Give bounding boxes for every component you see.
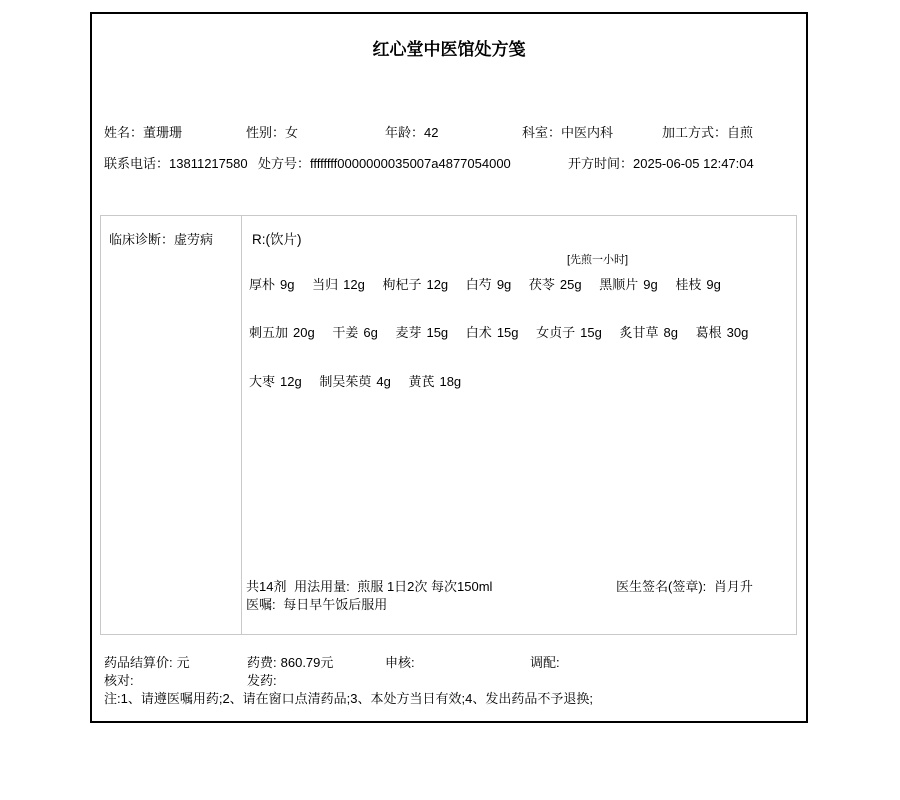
- field-patient-name: [104, 122, 182, 141]
- field-label: 发药:: [247, 673, 277, 688]
- advice-value: 每日早午饭后服用: [283, 597, 388, 612]
- field-value: 中医内科: [561, 125, 614, 140]
- field-label: 开方时间：: [568, 156, 634, 171]
- herb-name: 黄芪: [408, 374, 435, 389]
- herb-line-3: [249, 371, 475, 390]
- herb-name: 大枣: [249, 374, 276, 389]
- field-label: 调配:: [530, 655, 560, 670]
- prescription-sheet: [90, 12, 808, 723]
- herb-name: 白芍: [465, 277, 492, 292]
- herb-item: [466, 322, 519, 341]
- herb-item: [319, 371, 390, 390]
- field-value: 13811217580: [169, 156, 248, 171]
- rx-header: R:(饮片): [252, 232, 302, 247]
- herb-item: [332, 322, 377, 341]
- herb-item: [599, 274, 657, 293]
- herb-item: [382, 274, 448, 293]
- diagnosis-label: 临床诊断：: [109, 232, 175, 247]
- field-label: 科室：: [522, 125, 562, 140]
- field-settlement-price: [104, 652, 190, 671]
- field-medicine-fee: [247, 652, 333, 671]
- herb-dose: 15g: [580, 325, 602, 340]
- herb-item: [466, 274, 511, 293]
- field-label: 年龄：: [385, 125, 425, 140]
- herb-dose: 9g: [496, 277, 512, 292]
- herb-item: [408, 371, 461, 390]
- herb-name: 麦芽: [395, 325, 422, 340]
- herb-item: [395, 322, 448, 341]
- diagnosis-text: [109, 229, 213, 248]
- field-processing-method: [662, 122, 753, 141]
- pre-decoct-note: [先煎一小时]: [567, 254, 629, 266]
- herb-name: 枸杞子: [382, 277, 422, 292]
- herb-item: [249, 274, 294, 293]
- usage-value: 煎服 1日2次 每次150ml: [357, 579, 493, 594]
- medical-advice-line: [246, 594, 387, 613]
- herb-dose: 15g: [496, 325, 519, 340]
- field-value: 董珊珊: [143, 125, 183, 140]
- herb-item: [696, 322, 749, 341]
- herb-name: 制吴茱萸: [319, 374, 372, 389]
- field-label: 性别：: [246, 125, 286, 140]
- diagnosis-value: 虚劳病: [174, 232, 214, 247]
- doctor-signature: [616, 576, 753, 595]
- herb-name: 葛根: [695, 325, 722, 340]
- herb-line-2: [249, 322, 762, 341]
- herb-dose: 12g: [343, 277, 365, 292]
- herb-name: 刺五加: [249, 325, 289, 340]
- field-label: 联系电话：: [104, 156, 170, 171]
- prescription-box: [100, 215, 797, 635]
- herb-dose: 20g: [293, 325, 315, 340]
- field-issue-medicine: [247, 670, 281, 689]
- herb-item: [249, 371, 302, 390]
- field-value: 860.79元: [280, 655, 334, 670]
- dose-count: 共14剂: [246, 579, 287, 594]
- herb-item: [529, 274, 582, 293]
- field-label: 姓名：: [104, 125, 144, 140]
- herb-name: 厚朴: [249, 277, 276, 292]
- field-age: [385, 122, 438, 141]
- herb-name: 当归: [312, 277, 339, 292]
- field-prescription-id: [258, 153, 511, 172]
- field-label: 核对:: [104, 673, 134, 688]
- field-value: 自煎: [727, 125, 754, 140]
- field-label: 药费:: [247, 655, 277, 670]
- field-value: 元: [176, 655, 190, 670]
- advice-label: 医嘱:: [246, 597, 276, 612]
- herb-item: [619, 322, 677, 341]
- field-value: 42: [424, 125, 439, 140]
- herb-name: 黑顺片: [599, 277, 639, 292]
- herb-name: 干姜: [332, 325, 359, 340]
- field-phone: [104, 153, 248, 172]
- herb-name: 桂枝: [675, 277, 702, 292]
- herb-name: 茯苓: [528, 277, 555, 292]
- herb-dose: 4g: [376, 374, 391, 389]
- page-title: 红心堂中医馆处方笺: [372, 40, 526, 59]
- field-value: 女: [285, 125, 299, 140]
- herb-dose: 12g: [426, 277, 449, 292]
- usage-summary-line: [246, 576, 492, 595]
- herb-dose: 30g: [726, 325, 749, 340]
- herb-dose: 25g: [559, 277, 582, 292]
- field-issue-time: [568, 153, 754, 172]
- usage-label: 用法用量:: [294, 579, 350, 594]
- herb-item: [675, 274, 720, 293]
- field-label: 处方号：: [258, 156, 311, 171]
- herb-dose: 9g: [280, 277, 295, 292]
- rx-cell: [242, 216, 796, 634]
- herb-dose: 12g: [280, 374, 302, 389]
- field-dispense-prepare: [530, 652, 564, 671]
- diagnosis-cell: [101, 216, 242, 634]
- herb-dose: 9g: [643, 277, 658, 292]
- doctor-signature-name: 肖月升: [713, 579, 753, 594]
- herb-dose: 6g: [363, 325, 378, 340]
- footer-note: 注:1、请遵医嘱用药;2、请在窗口点清药品;3、本处方当日有效;4、发出药品不予退换;: [104, 691, 593, 706]
- field-label: 加工方式：: [662, 125, 728, 140]
- doctor-signature-label: 医生签名(签章):: [616, 579, 707, 594]
- field-department: [522, 122, 613, 141]
- patient-info-row-1: [92, 122, 806, 138]
- herb-name: 白术: [465, 325, 492, 340]
- herb-line-1: [249, 274, 735, 293]
- herb-name: 女贞子: [536, 325, 576, 340]
- patient-info-row-2: [92, 153, 806, 169]
- field-label: 申核:: [385, 655, 415, 670]
- field-check: [104, 670, 138, 689]
- herb-dose: 8g: [663, 325, 678, 340]
- herb-dose: 18g: [439, 374, 462, 389]
- herb-item: [249, 322, 315, 341]
- field-gender: [246, 122, 298, 141]
- field-value: 2025-06-05 12:47:04: [633, 156, 754, 171]
- herb-item: [536, 322, 602, 341]
- herb-dose: 9g: [706, 277, 721, 292]
- herb-item: [312, 274, 365, 293]
- field-value: ffffffff0000000035007a4877054000: [310, 156, 511, 171]
- herb-dose: 15g: [426, 325, 449, 340]
- herb-name: 炙甘草: [619, 325, 659, 340]
- field-label: 药品结算价:: [104, 655, 173, 670]
- field-review: [385, 652, 419, 671]
